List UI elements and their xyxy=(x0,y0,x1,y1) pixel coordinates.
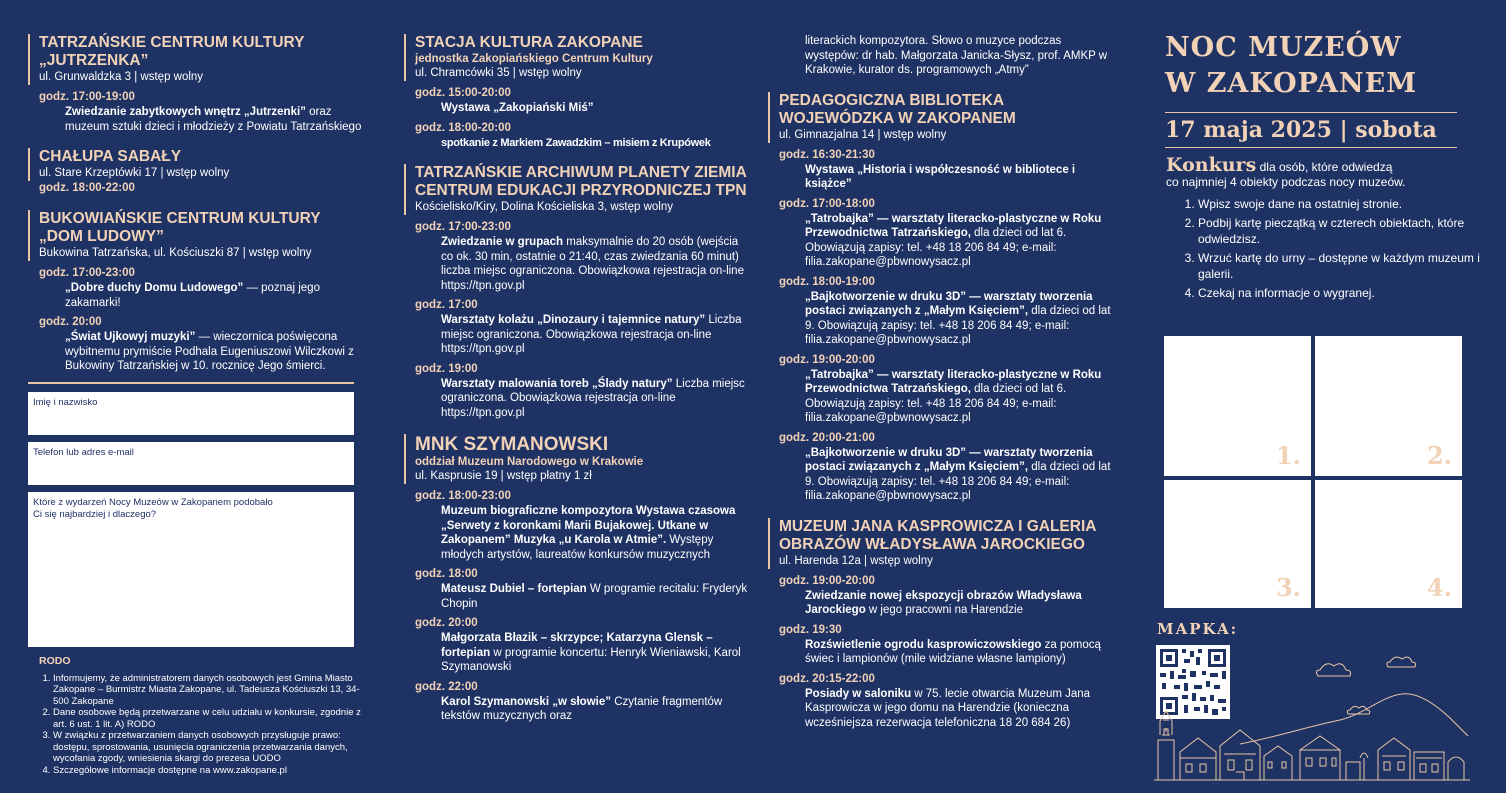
event-time: godz. 18:00 xyxy=(415,568,478,580)
stamp-box-3[interactable] xyxy=(1164,480,1311,608)
event xyxy=(415,86,749,150)
event-time: godz. 17:00-23:00 xyxy=(39,267,135,279)
favorite-event-label: Które z wydarzeń Nocy Muzeów w Zakopanem podobało xyxy=(33,496,273,508)
event-date: 17 maja 2025 | sobota xyxy=(1165,112,1457,148)
event-time: godz. 17:00-18:00 xyxy=(779,197,875,210)
rodo-section xyxy=(28,655,368,777)
event-time: godz. 19:30 xyxy=(779,623,842,636)
rodo-item: 2. Dane osobowe będą przetwarzane w celu udziału w konkursie, zgodnie z art. 6 ust. 1 lit. A) RODO xyxy=(53,707,368,730)
name-field-label: Imię i nazwisko xyxy=(33,396,98,408)
town-illustration-icon xyxy=(1150,640,1470,790)
event-time: godz. 15:00-20:00 xyxy=(415,87,511,99)
name-field[interactable] xyxy=(28,392,354,435)
event-time: godz. 19:00 xyxy=(415,362,478,375)
event-time: godz. 20:15-22:00 xyxy=(779,672,875,685)
event-desc: Zwiedzanie nowej ekspozycji obrazów Władysława Jarockiego w jego pracowni na Harendzie xyxy=(805,589,1082,616)
venue-pbw xyxy=(768,92,1113,143)
event xyxy=(779,148,1113,504)
stamp-box-1[interactable] xyxy=(1164,336,1311,476)
event-desc: Warsztaty kolażu „Dinozaury i tajemnice natury” Liczba miejsc ograniczona. Obowiązkowa rejestracja on-line https://tpn.gov.pl xyxy=(441,314,742,355)
map-label: MAPKA: xyxy=(1157,620,1239,638)
event xyxy=(779,574,1113,731)
column-1 xyxy=(28,0,368,776)
event-desc: spotkanie z Markiem Zawadzkim – misiem z Krupówek xyxy=(441,136,711,149)
contest-title: Konkurs xyxy=(1166,154,1257,176)
venue-stacja-kultura xyxy=(404,34,749,81)
event-desc: Rozświetlenie ogrodu kasprowiczowskiego za pomocą świec i lampionów (mile widziane własne lampiony) xyxy=(805,638,1101,665)
event-time: godz. 18:00-20:00 xyxy=(415,121,511,134)
contest-section xyxy=(1150,154,1480,301)
venue-address: Kościelisko/Kiry, Dolina Kościeliska 3, wstęp wolny xyxy=(415,201,673,213)
rodo-title: RODO xyxy=(39,654,71,667)
stamp-number: 4. xyxy=(1426,573,1452,602)
contact-field-label: Telefon lub adres e-mail xyxy=(33,446,134,458)
event-desc: „Świat Ujkowyj muzyki” — wieczornica poświęcona wybitnemu prymiście Podhala Eugeniuszowi Wilczkowi z Bukowiny Tatrzańskiej w 10. rocznicę Jego śmierci. xyxy=(65,331,354,372)
page-title: NOC MUZEÓW xyxy=(1165,32,1402,63)
venue-chalupa-sabaly xyxy=(28,148,368,181)
event xyxy=(39,181,368,196)
event-desc: Muzeum biograficzne kompozytora Wystawa czasowa „Serwety z koronkami Marii Bujakowej. Utkane w Zakopanem” Muzyka „u Karola w Atmie”. Występy młodych artystów, laureatów konkursów muzycznych xyxy=(441,505,736,561)
event-desc: Mateusz Dubiel – fortepian W programie recitalu: Fryderyk Chopin xyxy=(441,583,748,610)
contact-field[interactable] xyxy=(28,442,354,485)
event-desc: Zwiedzanie w grupach maksymalnie do 20 osób (wejścia co ok. 30 min, ostatnie o 21:40, czas zwiedzania 60 minut) liczba miejsc ograniczona. Obowiązkowa rejestracja on-line https://tpn.gov.pl xyxy=(441,236,744,292)
event-time: godz. 18:00-23:00 xyxy=(415,490,511,502)
contest-text-2: co najmniej 4 obiekty podczas nocy muzeów. xyxy=(1166,175,1406,189)
venue-tpn xyxy=(404,164,749,215)
venue-address: ul. Harenda 12a | wstęp wolny xyxy=(779,554,933,567)
event-desc: „Tatrobajka” — warsztaty literacko-plastyczne w Roku Przewodnictwa Tatrzańskiego, dla dzieci od lat 6. Obowiązują zapisy: tel. +48 18 206 84 49; e-mail: filia.zakopane@pbwnowysacz.pl xyxy=(805,212,1102,268)
event xyxy=(415,489,749,724)
contest-text: dla osób, które odwiedzą xyxy=(1256,160,1393,174)
stamp-number: 1. xyxy=(1275,441,1301,470)
venue-address: Bukowina Tatrzańska, ul. Kościuszki 87 | wstęp wolny xyxy=(39,247,312,259)
event-desc: „Bajkotworzenie w druku 3D” — warsztaty tworzenia postaci związanych z „Małym Księciem”, dla dzieci od lat 9. Obowiązują zapisy: tel. +48 18 206 84 49; e-mail: filia.zakopane@pbwnowysacz.pl xyxy=(805,446,1111,502)
stamp-box-2[interactable] xyxy=(1315,336,1462,476)
venue-kasprowicz xyxy=(768,518,1113,569)
rodo-item: 1. Informujemy, że administratorem danych osobowych jest Gmina Miasto Zakopane – Burmistrz Miasta Zakopane, ul. Tadeusza Kościuszki 13, 34-500 Zakopane xyxy=(53,673,368,708)
column-2 xyxy=(404,0,749,724)
venue-subtitle: oddział Muzeum Narodowego w Krakowie xyxy=(415,456,644,468)
venue-title: PEDAGOGICZNA BIBLIOTEKA WOJEWÓDZKA W ZAKOPANEM xyxy=(779,91,1016,127)
event-time: godz. 20:00-21:00 xyxy=(779,431,875,444)
event-desc: Małgorzata Błazik – skrzypce; Katarzyna Glensk – fortepian w programie koncertu: Henryk Wieniawski, Karol Szymanowski xyxy=(441,632,741,673)
venue-subtitle: jednostka Zakopiańskiego Centrum Kultury xyxy=(415,53,653,65)
favorite-event-label-2: Ci się najbardziej i dlaczego? xyxy=(33,508,157,520)
contest-step: 4. Czekaj na informacje o wygranej. xyxy=(1198,285,1480,301)
venue-title: STACJA KULTURA ZAKOPANE xyxy=(415,34,643,51)
venue-title: TATRZAŃSKIE CENTRUM KULTURY „JUTRZENKA” xyxy=(39,34,305,69)
event-desc: „Tatrobajka” — warsztaty literacko-plastyczne w Roku Przewodnictwa Tatrzańskiego, dla dzieci od lat 6. Obowiązują zapisy: tel. +48 18 206 84 49; e-mail: filia.zakopane@pbwnowysacz.pl xyxy=(805,368,1102,424)
venue-address: ul. Gimnazjalna 14 | wstęp wolny xyxy=(779,128,947,141)
rodo-item: 4. Szczegółowe informacje dostępne na www.zakopane.pl xyxy=(53,765,368,777)
event-desc: Zwiedzanie zabytkowych wnętrz „Jutrzenki” oraz muzeum sztuki dzieci i młodzieży z Powiatu Tatrzańskiego xyxy=(65,106,362,133)
venue-title: CHAŁUPA SABAŁY xyxy=(39,148,182,165)
event xyxy=(39,266,368,374)
contest-step: 1. Wpisz swoje dane na ostatniej stronie. xyxy=(1198,196,1480,212)
stamp-number: 2. xyxy=(1426,441,1452,470)
venue-dom-ludowy xyxy=(28,210,368,261)
event-time: godz. 19:00-20:00 xyxy=(779,353,875,366)
venue-title: MNK SZYMANOWSKI xyxy=(415,434,609,455)
event-continuation xyxy=(779,34,1113,78)
event-desc: Wystawa „Zakopiański Miś” xyxy=(441,102,594,114)
rodo-list xyxy=(39,673,368,777)
venue-title: TATRZAŃSKIE ARCHIWUM PLANETY ZIEMIA CENTRUM EDUKACJI PRZYRODNICZEJ TPN xyxy=(415,164,747,199)
header xyxy=(1150,30,1480,148)
event-time: godz. 18:00-22:00 xyxy=(39,182,135,194)
event xyxy=(415,220,749,420)
event-time: godz. 20:00 xyxy=(39,316,102,328)
event-time: godz. 22:00 xyxy=(415,680,478,693)
event-desc: Karol Szymanowski „w słowie” Czytanie fragmentów tekstów muzycznych oraz xyxy=(441,695,723,722)
event-desc: Posiady w saloniku w 75. lecie otwarcia Muzeum Jana Kasprowicza w jego domu na Harendzie (konieczna wcześniejsza rezerwacja telefoniczna 18 20 684 26) xyxy=(805,687,1091,729)
event-time: godz. 19:00-20:00 xyxy=(779,574,875,587)
contest-steps xyxy=(1166,196,1480,301)
event-time: godz. 20:00 xyxy=(415,617,478,629)
venue-address: ul. Kasprusie 19 | wstęp płatny 1 zł xyxy=(415,470,592,482)
event-time: godz. 16:30-21:30 xyxy=(779,148,875,161)
contest-step: 3. Wrzuć kartę do urny – dostępne w każdym muzeum i galerii. xyxy=(1198,250,1480,282)
column-3 xyxy=(768,0,1113,730)
page-title-2: W ZAKOPANEM xyxy=(1165,68,1418,99)
contest-step: 2. Podbij kartę pieczątką w czterech obiektach, które odwiedzisz. xyxy=(1198,215,1480,247)
event-desc: Warsztaty malowania toreb „Ślady natury” Liczba miejsc ograniczona. Obowiązkowa rejestracja on-line https://tpn.gov.pl xyxy=(441,377,745,419)
event-time: godz. 17:00-19:00 xyxy=(39,91,135,103)
venue-address: ul. Grunwaldzka 3 | wstęp wolny xyxy=(39,71,204,83)
favorite-event-field[interactable] xyxy=(28,492,354,647)
event-desc: literackich kompozytora. Słowo o muzyce podczas występów: dr hab. Małgorzata Janicka-Słysz, prof. AMKP w Krakowie, kurator ds. programowych „Atmy” xyxy=(805,35,1108,76)
event-desc: „Dobre duchy Domu Ludowego” — poznaj jego zakamarki! xyxy=(65,282,320,309)
venue-address: ul. Chramcówki 35 | wstęp wolny xyxy=(415,67,582,79)
column-4 xyxy=(1150,0,1480,638)
event xyxy=(39,90,368,134)
venue-address: ul. Stare Krzeptówki 17 | wstęp wolny xyxy=(39,167,230,179)
stamp-box-4[interactable] xyxy=(1315,480,1462,608)
event-desc: Wystawa „Historia i współczesność w bibliotece i książce” xyxy=(805,163,1076,190)
venue-mnk-szymanowski xyxy=(404,434,749,484)
event-time: godz. 18:00-19:00 xyxy=(779,275,875,288)
venue-jutrzenka xyxy=(28,34,368,85)
divider xyxy=(28,382,354,384)
stamp-number: 3. xyxy=(1275,573,1301,602)
venue-title: BUKOWIAŃSKIE CENTRUM KULTURY „DOM LUDOWY” xyxy=(39,210,321,245)
rodo-item: 3. W związku z przetwarzaniem danych osobowych przysługuje prawo: dostępu, sprostowania, usunięcia ograniczenia przetwarzania danych, wycofania zgody, wniesienia skargi do prezesa UODO xyxy=(53,730,368,765)
event-desc: „Bajkotworzenie w druku 3D” — warsztaty tworzenia postaci związanych z „Małym Księciem”, dla dzieci od lat 9. Obowiązują zapisy: tel. +48 18 206 84 49; e-mail: filia.zakopane@pbwnowysacz.pl xyxy=(805,290,1111,346)
event-time: godz. 17:00 xyxy=(415,299,478,311)
venue-title: MUZEUM JANA KASPROWICZA I GALERIA OBRAZÓW WŁADYSŁAWA JAROCKIEGO xyxy=(779,517,1096,553)
event-time: godz. 17:00-23:00 xyxy=(415,221,511,233)
